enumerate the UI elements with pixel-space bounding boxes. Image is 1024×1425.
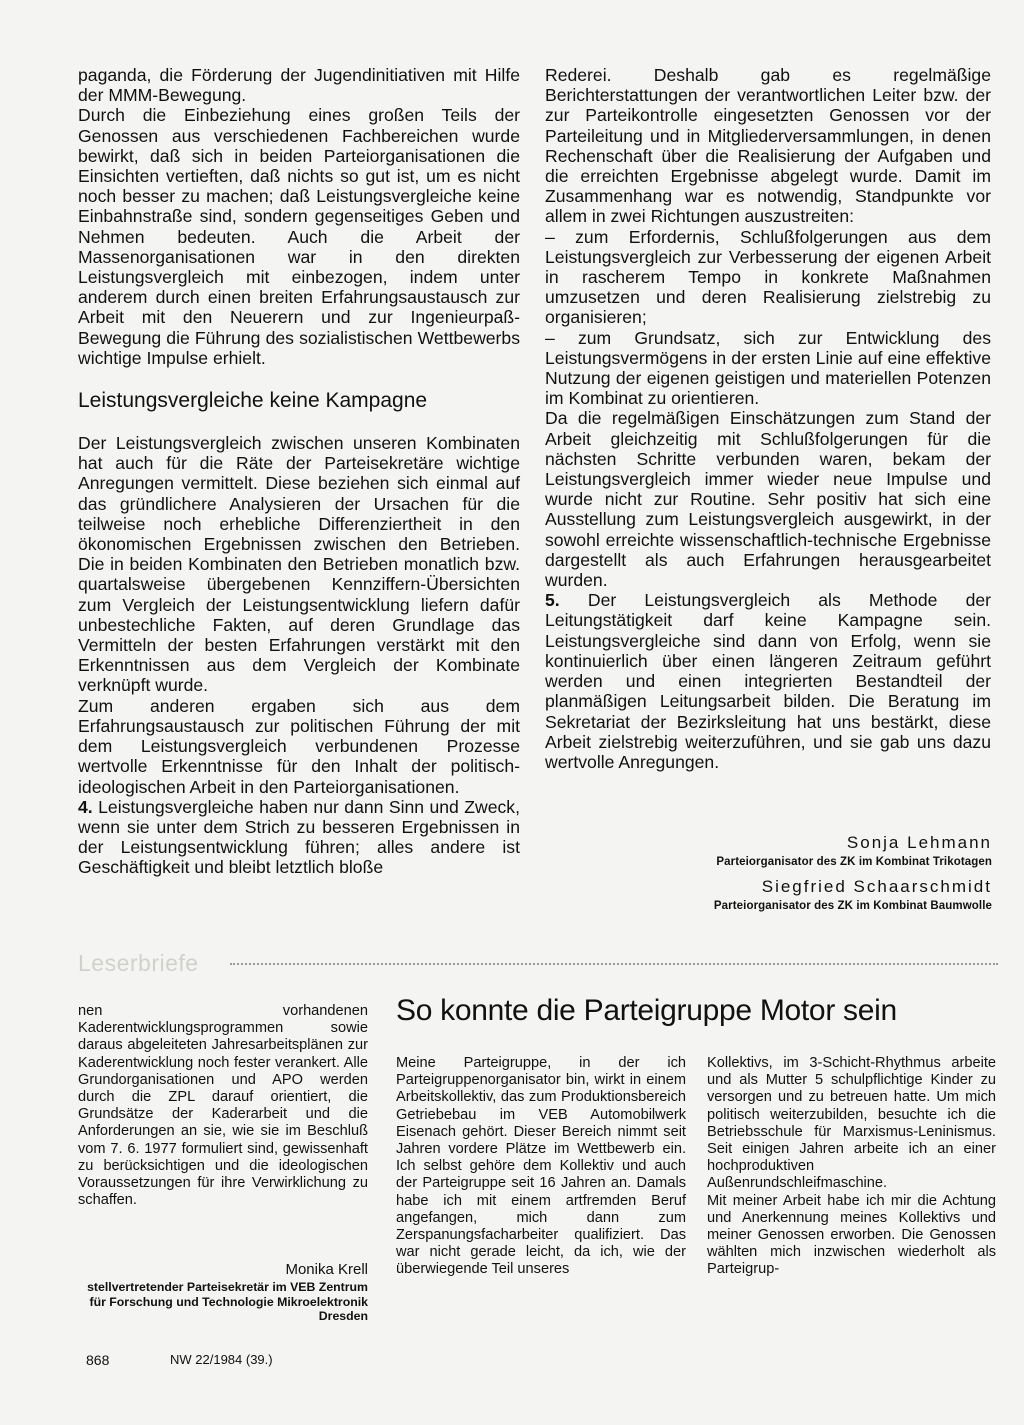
letter-signature: [78, 1260, 368, 1324]
author-name: Sonja Lehmann: [846, 833, 992, 852]
author-name: Monika Krell: [285, 1261, 368, 1278]
article-column-right: [545, 65, 991, 772]
page-number: 868: [86, 1352, 110, 1368]
issue-info: NW 22/1984 (39.): [170, 1352, 273, 1367]
letter-column: [78, 1003, 368, 1209]
paragraph: Der Leistungsvergleich zwischen unseren Kombinaten hat auch für die Räte der Parteisekretäre wichtige Anregungen vermittelt. Diese beziehen sich einmal auf das gründlichere Analysieren der Ursachen für die teilweise noch erhebliche Differenziertheit in den ökonomischen Ergebnissen zwischen den Betrieben. Die in beiden Kombinaten den Betrieben monatlich bzw. quartalsweise übergebenen Kennziffern-Übersichten zum Vergleich der Leistungsentwicklung liefern dafür unbestechliche Fakten, auf deren Grundlage das Vermitteln der besten Erfahrungen verstärkt mit den Erkenntnissen aus dem Vergleich der Kombinate verknüpft wurde.: [78, 433, 520, 696]
letter-text: Mit meiner Arbeit habe ich mir die Achtung und Anerkennung meines Kollektivs und meiner Genossen erworben. Die Genossen wählten mich inzwischen wiederholt als Parteigrup-: [707, 1192, 996, 1278]
paragraph-text: Der Leistungsvergleich als Methode der Leitungstätigkeit darf keine Kampagne sein. Leistungsvergleiche sind dann von Erfolg, wenn sie kontinuierlich über einen längeren Zeitraum geführt werden und einen integrierten Bestandteil der planmäßigen Leitungsarbeit bilden. Die Beratung im Sekretariat der Bezirksleitung hat uns bestärkt, diese Arbeit zielstrebig weiterzuführen, und sie gab uns dazu wertvolle Anregungen.: [545, 590, 991, 772]
letter-column: [707, 1055, 996, 1279]
section-band: [78, 950, 998, 984]
paragraph: Da die regelmäßigen Einschätzungen zum Stand der Arbeit gleichzeitig mit Schlußfolgerungen für die nächsten Schritte verbunden waren, bekam der Leistungsvergleich immer wieder neue Impulse und wurde nicht zur Routine. Sehr positiv hat sich eine Ausstellung zum Leistungsvergleich ausgewirkt, in der sowohl erreichte wissenschaftlich-technische Ergebnisse dargestellt als auch Erfahrungen herausgearbeitet wurden.: [545, 408, 991, 591]
author-role: Parteiorganisator des ZK im Kombinat Trikotagen: [716, 856, 992, 868]
letter-column: [396, 1055, 686, 1279]
letter-text: nen vorhandenen Kaderentwicklungsprogrammen sowie daraus abgeleiteten Jahresarbeitsplänen zur Kaderentwicklung noch fester verankert. Alle Grundorganisationen und APO werden durch die ZPL darauf orientiert, die Grundsätze der Kaderarbeit und die Anforderungen an sie, wie sie im Beschluß vom 7. 6. 1977 formuliert sind, gewissenhaft zu berücksichtigen und die ideologischen Voraussetzungen für ihre Verwirklichung zu schaffen.: [78, 1003, 368, 1209]
signature-block: [714, 876, 992, 915]
paragraph: Durch die Einbeziehung eines großen Teils der Genossen aus verschiedenen Fachbereichen wurde bewirkt, daß sich in beiden Parteiorganisationen die Einsichten vertieften, daß nichts so gut ist, um es nicht noch besser zu machen; daß Leistungsvergleiche keine Einbahnstraße sind, sondern gegenseitiges Geben und Nehmen bedeuten. Auch die Arbeit der Massenorganisationen war in den direkten Leistungsvergleich mit einbezogen, indem unter anderem durch einen breiten Erfahrungsaustausch zur Arbeit mit den Neuerern und zur Ingenieurpaß-Bewegung die Führung des sozialistischen Wettbewerbs wichtige Impulse erhielt.: [78, 105, 520, 368]
paragraph: [545, 590, 991, 772]
paragraph: paganda, die Förderung der Jugendinitiativen mit Hilfe der MMM-Bewegung.: [78, 65, 520, 106]
author-role: Parteiorganisator des ZK im Kombinat Baumwolle: [713, 900, 992, 912]
author-role: stellvertretender Parteisekretär im VEB Zentrum für Forschung und Technologie Mikroelektronik Dresden: [87, 1280, 368, 1324]
letter-text: Meine Parteigruppe, in der ich Parteigruppenorganisator bin, wirkt in einem Arbeitskollektiv, das zum Produktionsbereich Getriebebau im VEB Automobilwerk Eisenach gehört. Dieser Bereich nimmt seit Jahren vordere Plätze im Wettbewerb ein. Ich selbst gehöre dem Kollektiv und auch der Parteigruppe seit 16 Jahren an. Damals habe ich mit einem artfremden Beruf angefangen, mich dann zum Zerspanungsfacharbeiter qualifiziert. Das war nicht gerade leicht, da ich, wie der überwiegende Teil unseres: [396, 1055, 686, 1278]
section-label: Leserbriefe: [78, 950, 199, 976]
letter-text: Kollektivs, im 3-Schicht-Rhythmus arbeite und als Mutter 5 schulpflichtige Kinder zu versorgen und zu betreuen hatte. Um mich politisch weiterzubilden, besuchte ich die Betriebsschule für Marxismus-Leninismus. Seit einigen Jahren arbeite ich an einer hochproduktiven Außenrundschleifmaschine.: [707, 1055, 996, 1192]
paragraph: Rederei. Deshalb gab es regelmäßige Berichterstattungen der verantwortlichen Leiter bzw. der zur Parteikontrolle eingesetzten Genossen vor der Parteileitung und in Mitgliederversammlungen, in denen Rechenschaft über die Realisierung der Aufgaben und die erreichten Ergebnisse abgelegt wurde. Damit im Zusammenhang war es notwendig, Standpunkte vor allem in zwei Richtungen auszustreiten:: [545, 65, 991, 227]
section-heading: Leistungsvergleiche keine Kampagne: [78, 389, 428, 413]
paragraph: Zum anderen ergaben sich aus dem Erfahrungsaustausch zur politischen Führung der mit dem Leistungsvergleich verbundenen Prozesse wertvolle Erkenntnisse für den Inhalt der politisch-ideologischen Arbeit in den Parteiorganisationen.: [78, 695, 520, 797]
item-number: 5.: [545, 590, 560, 611]
paragraph: [78, 797, 520, 878]
bullet-item: – zum Erfordernis, Schlußfolgerungen aus dem Leistungsvergleich zur Verbesserung der eigenen Arbeit in rascherem Tempo in konkrete Maßnahmen umzusetzen und deren Realisierung zielstrebig zu organisieren;: [545, 226, 991, 328]
item-number: 4.: [78, 796, 93, 817]
paragraph-text: Leistungsvergleiche haben nur dann Sinn und Zweck, wenn sie unter dem Strich zu besseren Ergebnissen in der Leistungsentwicklung führen; alles andere ist Geschäftigkeit und bleibt letztlich bloße: [78, 796, 520, 878]
author-name: Siegfried Schaarschmidt: [761, 877, 992, 896]
dotted-rule: [230, 963, 998, 965]
bullet-item: – zum Grundsatz, sich zur Entwicklung des Leistungsvermögens in der ersten Linie auf eine effektive Nutzung der eigenen geistigen und materiellen Potenzen im Kombinat zu orientieren.: [545, 327, 991, 409]
signature-block: [716, 832, 992, 871]
letter-headline: So konnte die Parteigruppe Motor sein: [396, 994, 897, 1027]
article-column-left: [78, 65, 520, 878]
